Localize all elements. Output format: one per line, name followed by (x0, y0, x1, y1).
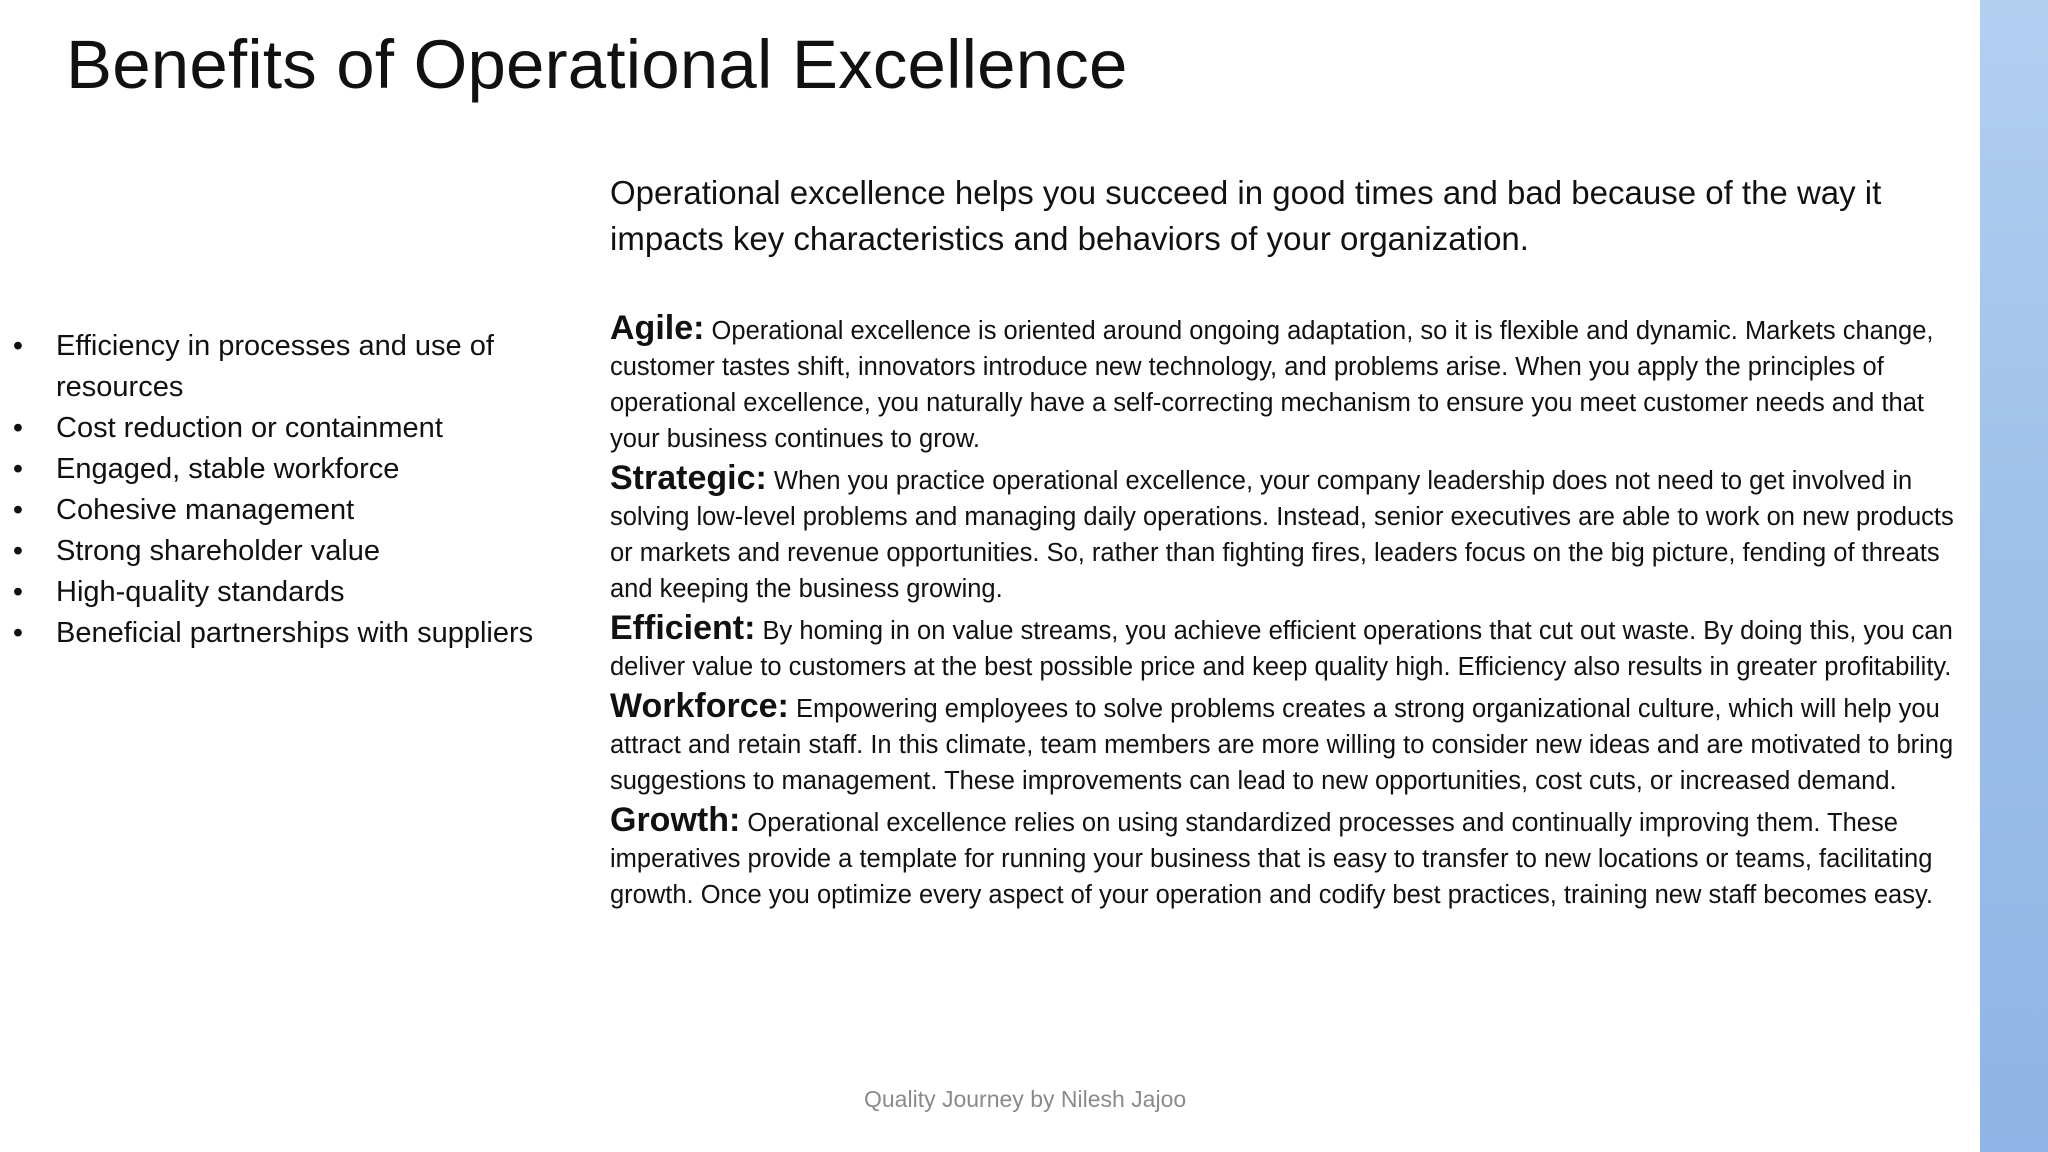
benefits-list (0, 326, 590, 654)
bullet-dot-icon: • (12, 576, 24, 608)
bullet-dot-icon: • (12, 453, 24, 485)
bullet-dot-icon: • (12, 412, 24, 444)
benefit-item: • Strong shareholder value (0, 531, 590, 572)
benefit-item: • Engaged, stable workforce (0, 449, 590, 490)
characteristic-workforce (610, 688, 1965, 799)
characteristic-text: When you practice operational excellence, your company leadership does not need to get involved in solving low-level problems and managing daily operations. Instead, senior executives are able to work on new products or markets and revenue opportunities. So, rather than fighting fires, leaders focus on the big picture, fending of threats and keeping the business growing. (610, 467, 1954, 603)
characteristic-efficient (610, 610, 1965, 685)
characteristic-heading: Agile: (610, 309, 705, 347)
bullet-dot-icon: • (12, 330, 24, 362)
characteristic-strategic (610, 460, 1965, 607)
characteristic-agile (610, 310, 1965, 457)
benefit-item: • Cost reduction or containment (0, 408, 590, 449)
bullet-dot-icon: • (12, 535, 24, 567)
bullet-dot-icon: • (12, 617, 24, 649)
characteristic-text: Operational excellence is oriented around ongoing adaptation, so it is flexible and dynamic. Markets change, customer tastes shift, innovators introduce new technology, and problems arise. When you apply the principles of operational excellence, you naturally have a self-correcting mechanism to ensure you meet customer needs and that your business continues to grow. (610, 317, 1934, 453)
characteristics-section (610, 310, 1965, 916)
benefit-item: • Cohesive management (0, 490, 590, 531)
characteristic-growth (610, 802, 1965, 913)
characteristic-heading: Efficient: (610, 609, 756, 647)
right-accent-bar (1980, 0, 2048, 1152)
characteristic-text: Empowering employees to solve problems creates a strong organizational culture, which will help you attract and retain staff. In this climate, team members are more willing to consider new ideas and are motivated to bring suggestions to management. These improvements can lead to new opportunities, cost cuts, or increased demand. (610, 695, 1954, 795)
slide-title: Benefits of Operational Excellence (66, 26, 1128, 103)
characteristic-heading: Workforce: (610, 687, 789, 725)
benefit-item: • High-quality standards (0, 572, 590, 613)
characteristic-heading: Strategic: (610, 459, 767, 497)
bullet-dot-icon: • (12, 494, 24, 526)
intro-paragraph: Operational excellence helps you succeed in good times and bad because of the way it impacts key characteristics and behaviors of your organization. (610, 174, 1882, 257)
characteristic-text: Operational excellence relies on using standardized processes and continually improving them. These imperatives provide a template for running your business that is easy to transfer to new locations or teams, facilitating growth. Once you optimize every aspect of your operation and codify best practices, training new staff becomes easy. (610, 809, 1933, 909)
characteristic-text: By homing in on value streams, you achieve efficient operations that cut out waste. By doing this, you can deliver value to customers at the best possible price and keep quality high. Efficiency also results in greater profitability. (610, 617, 1953, 681)
footer-credit: Quality Journey by Nilesh Jajoo (864, 1086, 1187, 1112)
benefit-item: • Beneficial partnerships with suppliers (0, 613, 590, 654)
benefit-item: • Efficiency in processes and use of resources (0, 326, 590, 408)
characteristic-heading: Growth: (610, 801, 741, 839)
